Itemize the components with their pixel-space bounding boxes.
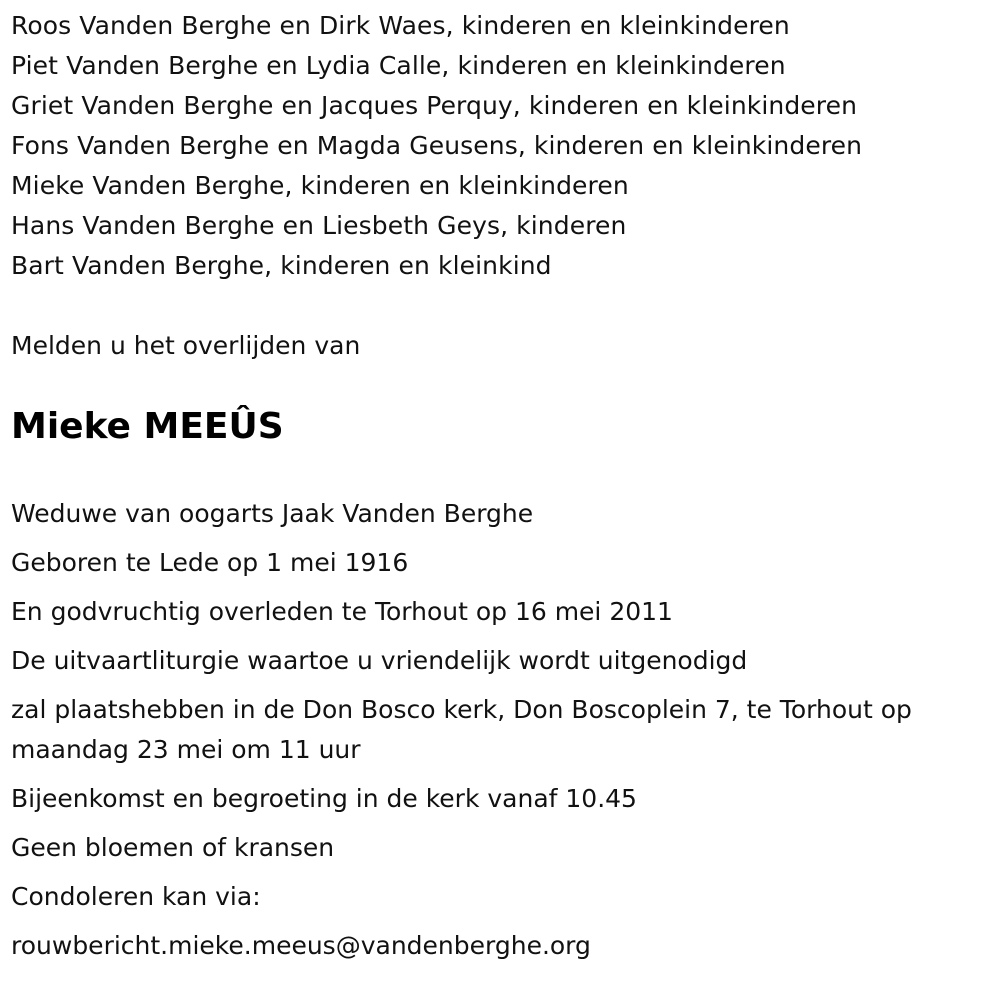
- widow-of-line: Weduwe van oogarts Jaak Vanden Berghe: [11, 499, 534, 528]
- family-line: Bart Vanden Berghe, kinderen en kleinkind: [11, 251, 552, 280]
- family-line: Hans Vanden Berghe en Liesbeth Geys, kinderen: [11, 211, 627, 240]
- no-flowers-line: Geen bloemen of kransen: [11, 833, 335, 862]
- funeral-location-line: zal plaatshebben in de Don Bosco kerk, Don Boscoplein 7, te Torhout op maandag 23 mei om 11 uur: [11, 695, 912, 764]
- family-line: Roos Vanden Berghe en Dirk Waes, kinderen en kleinkinderen: [11, 11, 790, 40]
- death-line: En godvruchtig overleden te Torhout op 16 mei 2011: [11, 597, 673, 626]
- invitation-line: De uitvaartliturgie waartoe u vriendelijk wordt uitgenodigd: [11, 646, 748, 675]
- family-line: Mieke Vanden Berghe, kinderen en kleinkinderen: [11, 171, 629, 200]
- family-line: Piet Vanden Berghe en Lydia Calle, kinderen en kleinkinderen: [11, 51, 786, 80]
- birth-line: Geboren te Lede op 1 mei 1916: [11, 548, 409, 577]
- family-line: Fons Vanden Berghe en Magda Geusens, kinderen en kleinkinderen: [11, 131, 863, 160]
- family-list: [11, 0, 986, 286]
- details-section: [11, 494, 986, 975]
- obituary-notice: [11, 0, 986, 960]
- condolence-email: rouwbericht.mieke.meeus@vandenberghe.org: [11, 931, 591, 960]
- condolence-label: Condoleren kan via:: [11, 882, 261, 911]
- family-line: Griet Vanden Berghe en Jacques Perquy, kinderen en kleinkinderen: [11, 91, 858, 120]
- deceased-name: Mieke MEEÛS: [11, 406, 284, 447]
- announcement-text: Melden u het overlijden van: [11, 331, 361, 360]
- gathering-line: Bijeenkomst en begroeting in de kerk vanaf 10.45: [11, 784, 637, 813]
